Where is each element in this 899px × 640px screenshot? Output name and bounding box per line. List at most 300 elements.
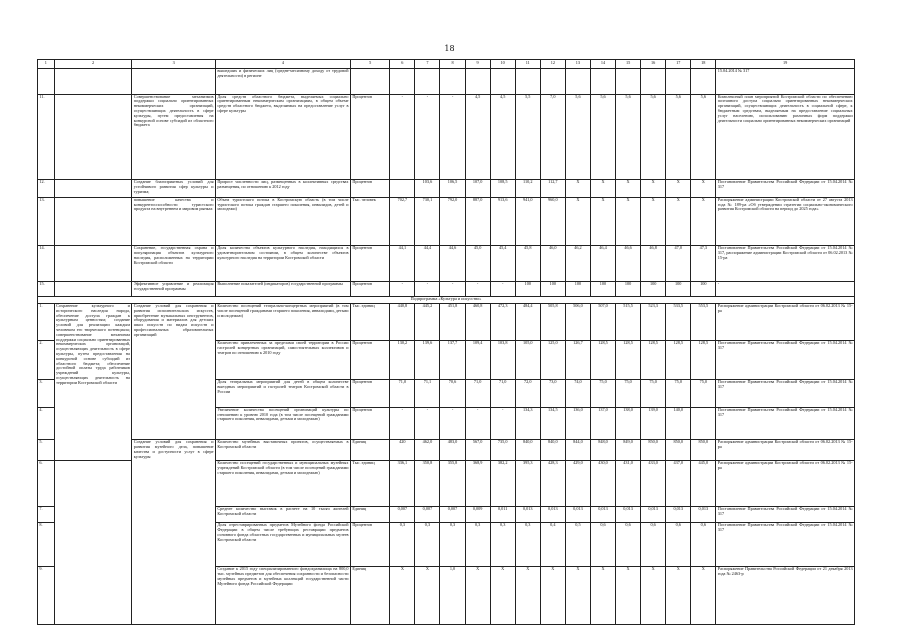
value-cell: 437,0 <box>666 460 691 506</box>
value-cell: 840,0 <box>515 440 540 461</box>
value-cell: 128,5 <box>641 340 666 379</box>
unit-cell: Процентов <box>350 340 389 379</box>
value-cell <box>565 69 590 94</box>
value-cell: 850,0 <box>666 440 691 461</box>
value-cell: X <box>515 567 540 625</box>
value-cell: X <box>666 567 691 625</box>
task-cell <box>132 69 216 94</box>
value-cell: 100 <box>616 282 641 297</box>
value-cell: 848,0 <box>590 440 615 461</box>
goal-cell <box>54 460 132 624</box>
value-cell: 100 <box>666 282 691 297</box>
unit-cell: Процентов <box>350 180 389 198</box>
row-number <box>38 69 55 94</box>
value-cell <box>590 69 615 94</box>
value-cell: 0,3 <box>390 523 415 567</box>
value-cell: 368,9 <box>465 460 490 506</box>
value-cell: 73,0 <box>540 380 565 408</box>
value-cell: 128,5 <box>691 340 716 379</box>
task-cell: повышение качества и конкурентоспособности туристского продукта на внутреннем и мировом рынках <box>132 197 216 245</box>
value-cell: X <box>590 180 615 198</box>
column-number: 18 <box>691 60 716 69</box>
value-cell: 106,5 <box>440 180 465 198</box>
value-cell: 45,4 <box>490 246 515 282</box>
value-cell: 0,5 <box>565 523 590 567</box>
value-cell: 71,1 <box>415 380 440 408</box>
value-cell <box>616 69 641 94</box>
basis-document: Распоряжение администрации Костромской области от 06.02.2013 № 15-ра <box>716 460 855 506</box>
value-cell: 0,3 <box>415 523 440 567</box>
unit-cell: Процентов <box>350 523 389 567</box>
indicator-name: Количество привлеченных за пределами своей территории в России гастролей концертных организаций, самостоятельных коллективов и театров по отношению к 2010 году <box>215 340 350 379</box>
value-cell <box>390 69 415 94</box>
value-cell: - <box>440 94 465 179</box>
value-cell: 140,0 <box>666 407 691 439</box>
value-cell: 112,7 <box>540 180 565 198</box>
column-number: 12 <box>540 60 565 69</box>
value-cell: 100 <box>565 282 590 297</box>
table-row <box>38 440 855 461</box>
value-cell: 887,0 <box>465 197 490 245</box>
value-cell <box>641 69 666 94</box>
value-cell <box>515 69 540 94</box>
indicator-name: вышедших и физических лиц (средне-месячному доходу от трудовой деятельности) в регионе <box>215 69 350 94</box>
basis-document: Постановление Правительства Российской Федерации от 15.04.2014 № 317 <box>716 523 855 567</box>
indicator-name: Доля театральных мероприятий для детей в общем количестве выездных мероприятий и гастролей театров Костромской области в России <box>215 380 350 408</box>
row-number: 13. <box>38 197 55 245</box>
value-cell: 472,3 <box>490 304 515 341</box>
value-cell: 382,2 <box>490 460 515 506</box>
value-cell: 139,6 <box>415 340 440 379</box>
goal-cell <box>54 282 132 297</box>
value-cell: 134,5 <box>540 407 565 439</box>
column-number: 5 <box>350 60 389 69</box>
value-cell: 130,2 <box>390 340 415 379</box>
value-cell: 107,0 <box>465 180 490 198</box>
row-number: 5. <box>38 440 55 461</box>
column-number: 9 <box>465 60 490 69</box>
table-row <box>38 180 855 198</box>
value-cell: 429,0 <box>565 460 590 506</box>
value-cell: 100 <box>515 282 540 297</box>
basis-document: Постановление Правительства Российской Федерации от 15.04.2014 № 317 <box>716 380 855 408</box>
value-cell: 103,8 <box>490 340 515 379</box>
value-cell: 850,0 <box>641 440 666 461</box>
value-cell: X <box>691 567 716 625</box>
column-number: 10 <box>490 60 515 69</box>
value-cell: 395,3 <box>515 460 540 506</box>
basis-document: 15.04.2014 № 317 <box>716 69 855 94</box>
value-cell: X <box>616 197 641 245</box>
value-cell: X <box>641 180 666 198</box>
column-number: 16 <box>641 60 666 69</box>
value-cell: 5,6 <box>565 94 590 179</box>
value-cell: 0,013 <box>616 507 641 523</box>
goal-cell <box>54 246 132 282</box>
value-cell: 74,0 <box>565 380 590 408</box>
value-cell: 0,011 <box>490 507 515 523</box>
value-cell: 567,0 <box>465 440 490 461</box>
unit-cell: Тыс. единиц <box>350 460 389 506</box>
value-cell <box>390 180 415 198</box>
value-cell: 45,0 <box>465 246 490 282</box>
basis-document: Постановление Правительства Российской Федерации от 15.04.2014 № 317 <box>716 180 855 198</box>
value-cell: 5,6 <box>641 94 666 179</box>
value-cell: 100 <box>641 282 666 297</box>
task-cell: Эффективное управление и реализация государственной программы <box>132 282 216 297</box>
value-cell: - <box>415 94 440 179</box>
value-cell: 431,0 <box>616 460 641 506</box>
column-number: 3 <box>132 60 216 69</box>
table-row <box>38 94 855 179</box>
value-cell: 0,013 <box>691 507 716 523</box>
value-cell: 139,0 <box>641 407 666 439</box>
value-cell: 128,5 <box>590 340 615 379</box>
value-cell: X <box>666 197 691 245</box>
value-cell: 460,8 <box>465 304 490 341</box>
unit-cell: Тыс. единиц <box>350 304 389 341</box>
value-cell: 5,6 <box>590 94 615 179</box>
indicator-name: Доля отреставрированных предметов Музейного фонда Российской Федерации в общем числе требующих реставрации предметов основного фонда областных государственных и муниципальных музеев Костромской области <box>215 523 350 567</box>
value-cell <box>440 69 465 94</box>
value-cell: 0,6 <box>616 523 641 567</box>
value-cell: 136,0 <box>565 407 590 439</box>
value-cell: 0,4 <box>540 523 565 567</box>
value-cell: 0,013 <box>666 507 691 523</box>
value-cell: 137,7 <box>440 340 465 379</box>
value-cell: 0,007 <box>390 507 415 523</box>
value-cell: X <box>666 180 691 198</box>
value-cell <box>350 69 389 94</box>
value-cell: 46,0 <box>540 246 565 282</box>
value-cell: 44,1 <box>390 246 415 282</box>
value-cell: 0,009 <box>465 507 490 523</box>
indicator-name: Выполнение показателей (индикаторов) государственной программы <box>215 282 350 297</box>
value-cell: 0,013 <box>590 507 615 523</box>
value-cell: 0,6 <box>590 523 615 567</box>
value-cell: - <box>490 282 515 297</box>
value-cell: 505,8 <box>540 304 565 341</box>
row-number: 9. <box>38 567 55 625</box>
column-number: 1 <box>38 60 55 69</box>
table-row <box>38 282 855 297</box>
column-number: 6 <box>390 60 415 69</box>
row-number: 6. <box>38 460 55 506</box>
table-row <box>38 246 855 282</box>
column-number: 15 <box>616 60 641 69</box>
value-cell: 336,1 <box>390 460 415 506</box>
value-cell: 1,0 <box>440 567 465 625</box>
value-cell: 523,3 <box>641 304 666 341</box>
row-number: 15. <box>38 282 55 297</box>
value-cell: 5,6 <box>691 94 716 179</box>
value-cell: X <box>390 567 415 625</box>
column-number: 2 <box>54 60 132 69</box>
value-cell: X <box>616 180 641 198</box>
value-cell: 0,3 <box>465 523 490 567</box>
value-cell: 849,0 <box>616 440 641 461</box>
value-cell: - <box>415 282 440 297</box>
value-cell: 5,6 <box>666 94 691 179</box>
value-cell: 137,0 <box>590 407 615 439</box>
row-number: 2. <box>38 340 55 379</box>
header-row <box>38 60 855 69</box>
value-cell: 72,0 <box>515 380 540 408</box>
value-cell: X <box>415 567 440 625</box>
basis-document: Постановление Правительства Российской Федерации от 15.04.2014 № 317, распоряжение администрации Костромской области от 06.02.2013 № 15-ра <box>716 246 855 282</box>
indicator-name: Количество посещений театрально-концертных мероприятий (в том числе посещений гражданами старшего поколения, инвалидами, детьми и молодежью) <box>215 304 350 341</box>
value-cell: 0,6 <box>666 523 691 567</box>
value-cell: 47,0 <box>666 246 691 282</box>
value-cell: 75,0 <box>691 380 716 408</box>
unit-cell: Процентов <box>350 380 389 408</box>
value-cell <box>490 69 515 94</box>
value-cell <box>666 69 691 94</box>
value-cell: - <box>390 94 415 179</box>
value-cell: 445,0 <box>691 460 716 506</box>
indicator-name: Количество музейных выставочных проектов, осуществляемых в Костромской области <box>215 440 350 461</box>
value-cell: 100 <box>590 282 615 297</box>
value-cell: 941,0 <box>515 197 540 245</box>
goal-cell <box>54 69 132 94</box>
goal-cell: Сохранение культурного и исторического наследия народа, обеспечение доступа граждан к культурным ценностям; создание условий для реализации каждым человеком его творческого потенциала; совершенствование механизма поддержки социально ориентированных некоммерческих организаций, осуществляющих деятельность в сфере культуры, путем предоставления на конкурсной основе субсидий из областного бюджета; обеспечение достойной оплаты труда работников учреждений культуры, осуществляющих деятельность на территории Костромской области <box>54 304 132 461</box>
column-number: 4 <box>215 60 350 69</box>
indicator-name: Количество посещений государственных и муниципальных музейных учреждений Костромской области (в том числе посещений гражданами старшего поколения, инвалидами, детьми и молодежью) <box>215 460 350 506</box>
value-cell: 428,3 <box>540 460 565 506</box>
value-cell: 100 <box>691 282 716 297</box>
column-number: 11 <box>515 60 540 69</box>
value-cell: 75,0 <box>590 380 615 408</box>
value-cell: 350,8 <box>415 460 440 506</box>
value-cell: 71,0 <box>390 380 415 408</box>
value-cell: 75,0 <box>641 380 666 408</box>
value-cell: 46,2 <box>565 246 590 282</box>
row-number: 7. <box>38 507 55 523</box>
value-cell: 44,6 <box>440 246 465 282</box>
value-cell: 7,0 <box>540 94 565 179</box>
value-cell <box>415 69 440 94</box>
value-cell: 128,5 <box>616 340 641 379</box>
value-cell: 138,0 <box>616 407 641 439</box>
column-number: 8 <box>440 60 465 69</box>
indicator-name: Прирост численности лиц, размещенных в коллективных средствах размещения, по отношению к 2012 году <box>215 180 350 198</box>
column-number: 17 <box>666 60 691 69</box>
value-cell: 70,6 <box>440 380 465 408</box>
column-number: 7 <box>415 60 440 69</box>
value-cell: X <box>565 567 590 625</box>
value-cell: - <box>465 407 490 439</box>
value-cell: 0,3 <box>440 523 465 567</box>
value-cell: - <box>390 282 415 297</box>
value-cell: - <box>440 407 465 439</box>
basis-document: - <box>716 282 855 297</box>
indicator-name: Объем туристского потока в Костромскую область (в том числе туристского потока граждан старшего поколения, инвалидов, детей и молодежи) <box>215 197 350 245</box>
value-cell: 850,0 <box>691 440 716 461</box>
basis-document: Постановление Правительства Российской Федерации от 15.04.2014 № 317 <box>716 407 855 439</box>
unit-cell: Процентов <box>350 246 389 282</box>
value-cell: 0,007 <box>440 507 465 523</box>
value-cell: - <box>440 282 465 297</box>
unit-cell: Единиц <box>350 507 389 523</box>
value-cell: X <box>616 567 641 625</box>
basis-document: Распоряжение администрации Костромской области от 06.02.2013 № 15-ра <box>716 304 855 341</box>
value-cell: 0,013 <box>565 507 590 523</box>
value-cell: 430,0 <box>590 460 615 506</box>
value-cell: X <box>691 197 716 245</box>
value-cell: 0,013 <box>515 507 540 523</box>
indicator-name: Среднее количество выставок в расчете на 10 тысяч жителей Костромской области <box>215 507 350 523</box>
value-cell: 46,8 <box>641 246 666 282</box>
value-cell: - <box>490 407 515 439</box>
basis-document: Комплексный план мероприятий Костромской области по обеспечению поэтапного доступа социально ориентированных некоммерческих организаций, осуществляющих деятельность в социальной сфере, к бюджетным средствам, выделяемым на предоставление социальных услуг населению, использованию различных форм поддержки деятельности социально ориентированных некоммерческих организаций <box>716 94 855 179</box>
value-cell: 0,3 <box>515 523 540 567</box>
value-cell: 126,7 <box>565 340 590 379</box>
value-cell <box>540 69 565 94</box>
value-cell: X <box>641 197 666 245</box>
unit-cell: Процентов <box>350 407 389 439</box>
indicator-name: Создание к 2015 году специализированного фондохранилища на 800,0 тыс. музейных предметов для обеспечения сохранности и безопасности музейных предметов и музейных коллекций государственной части Музейного фонда Российской Федерации <box>215 567 350 625</box>
value-cell: 75,0 <box>616 380 641 408</box>
value-cell: 420 <box>390 440 415 461</box>
value-cell: 103,6 <box>415 180 440 198</box>
value-cell: 451,8 <box>440 304 465 341</box>
unit-cell: Процентов <box>350 282 389 297</box>
indicator-name: Доля количества объектов культурного наследия, находящихся в удовлетворительном состоянии, в общем количестве объектов культурного наследия на территории Костромской области <box>215 246 350 282</box>
value-cell: 5,5 <box>515 94 540 179</box>
value-cell <box>465 69 490 94</box>
subprogram-row <box>38 297 855 304</box>
value-cell: 792,0 <box>440 197 465 245</box>
basis-document: Постановление Правительства Российской Федерации от 15.04.2014 № 317 <box>716 507 855 523</box>
value-cell: 730,1 <box>415 197 440 245</box>
basis-document: Распоряжение администрации Костромской области от 27 августа 2013 года № 189-ра «Об утверждении стратегии социально-экономического развития Костромской области на период до 2025 года» <box>716 197 855 245</box>
unit-cell: Процентов <box>350 94 389 179</box>
value-cell: X <box>691 180 716 198</box>
indicators-table <box>37 59 855 625</box>
value-cell: X <box>565 180 590 198</box>
value-cell: 506,0 <box>565 304 590 341</box>
value-cell: 960,0 <box>540 197 565 245</box>
value-cell: - <box>465 282 490 297</box>
value-cell: 128,5 <box>666 340 691 379</box>
indicator-name: Увеличение количества посещений организаций культуры по отношению к уровню 2010 года (в том числе посещений гражданами старшего поколения, инвалидами, детьми и молодежью) <box>215 407 350 439</box>
row-number: 8. <box>38 523 55 567</box>
row-number: 4. <box>38 407 55 439</box>
unit-cell: Тыс. человек <box>350 197 389 245</box>
value-cell: 45,8 <box>515 246 540 282</box>
value-cell: X <box>590 567 615 625</box>
value-cell: 134,3 <box>515 407 540 439</box>
value-cell: 47,3 <box>691 246 716 282</box>
value-cell <box>691 69 716 94</box>
value-cell: 462,0 <box>415 440 440 461</box>
value-cell: 125,0 <box>540 340 565 379</box>
value-cell: 71,0 <box>465 380 490 408</box>
basis-document: Распоряжение Правительства Российской Федерации от 21 декабря 2013 года № 2463-р <box>716 567 855 625</box>
value-cell: 844,0 <box>565 440 590 461</box>
value-cell: 108,5 <box>490 180 515 198</box>
value-cell: X <box>540 567 565 625</box>
table-row <box>38 197 855 245</box>
column-number: 19 <box>716 60 855 69</box>
value-cell: X <box>590 197 615 245</box>
row-number: 11. <box>38 94 55 179</box>
value-cell: 0,013 <box>540 507 565 523</box>
value-cell: 483,0 <box>440 440 465 461</box>
value-cell: 75,0 <box>666 380 691 408</box>
page-number: 18 <box>444 44 455 53</box>
value-cell: 5,6 <box>616 94 641 179</box>
column-number: 13 <box>565 60 590 69</box>
goal-cell <box>54 180 132 198</box>
task-cell: Совершенствование механизмов поддержки социально ориентированных некоммерческих организаций, осуществляющих деятельность в сфере культуры, путем предоставления на конкурсной основе субсидий из областного бюджета <box>132 94 216 179</box>
value-cell: 46,4 <box>590 246 615 282</box>
value-cell: 515,5 <box>616 304 641 341</box>
row-number: 3. <box>38 380 55 408</box>
value-cell: X <box>565 197 590 245</box>
basis-document: Постановление Правительства Российской Федерации от 15.04.2014 № 317 <box>716 340 855 379</box>
goal-cell <box>54 94 132 179</box>
unit-cell: Единиц <box>350 567 389 625</box>
task-cell: Создание условий для сохранения и развития музейного дела, повышение качества и доступности услуг в сфере культуры <box>132 440 216 625</box>
value-cell: 355,8 <box>440 460 465 506</box>
value-cell: 440,8 <box>390 304 415 341</box>
subprogram-title: Подпрограмма «Культура и искусство» <box>38 297 855 304</box>
value-cell: 4,5 <box>490 94 515 179</box>
value-cell: 0,6 <box>691 523 716 567</box>
value-cell: 840,0 <box>540 440 565 461</box>
task-cell: Создание условий для сохранения и развития исполнительских искусств, приобретение музыкальных инструментов, оборудования и материалов для детских школ искусств по видам искусств и профессиональных образовательных организаций <box>132 304 216 440</box>
value-cell: 702,7 <box>390 197 415 245</box>
value-cell: 0,3 <box>490 523 515 567</box>
value-cell <box>691 407 716 439</box>
value-cell: 71,0 <box>490 380 515 408</box>
value-cell: 0,007 <box>415 507 440 523</box>
task-cell: Сохранение, государственная охрана и популяризация объектов культурного наследия, расположенных на территории Костромской области <box>132 246 216 282</box>
value-cell: X <box>490 567 515 625</box>
value-cell: 4,5 <box>465 94 490 179</box>
row-number: 1. <box>38 304 55 341</box>
value-cell: - <box>390 407 415 439</box>
row-number: 14. <box>38 246 55 282</box>
value-cell: 105,0 <box>515 340 540 379</box>
table-row <box>38 304 855 341</box>
value-cell: - <box>415 407 440 439</box>
value-cell: 507,0 <box>590 304 615 341</box>
goal-cell <box>54 197 132 245</box>
value-cell: 735,0 <box>490 440 515 461</box>
value-cell: 0,6 <box>641 523 666 567</box>
value-cell: 44,4 <box>415 246 440 282</box>
value-cell: X <box>641 567 666 625</box>
value-cell: 913,6 <box>490 197 515 245</box>
carry-over-row <box>38 69 855 94</box>
value-cell: 0,013 <box>641 507 666 523</box>
value-cell: 484,4 <box>515 304 540 341</box>
value-cell: 46,6 <box>616 246 641 282</box>
column-number: 14 <box>590 60 615 69</box>
value-cell: X <box>465 567 490 625</box>
row-number: 12. <box>38 180 55 198</box>
task-cell: Создание благоприятных условий для устойчивого развития сфер культуры и туризма; <box>132 180 216 198</box>
value-cell: 445,2 <box>415 304 440 341</box>
value-cell: 110,2 <box>515 180 540 198</box>
value-cell: 100 <box>540 282 565 297</box>
basis-document: Распоряжение администрации Костромской области от 06.02.2013 № 15-ра <box>716 440 855 461</box>
value-cell: 533,5 <box>666 304 691 341</box>
indicator-name: Доля средств областного бюджета, выделяемых социально ориентированным некоммерческим организациям, в общем объеме средств областного бюджета, выделяемых на предоставление услуг в сфере культуры <box>215 94 350 179</box>
value-cell: 553,5 <box>691 304 716 341</box>
